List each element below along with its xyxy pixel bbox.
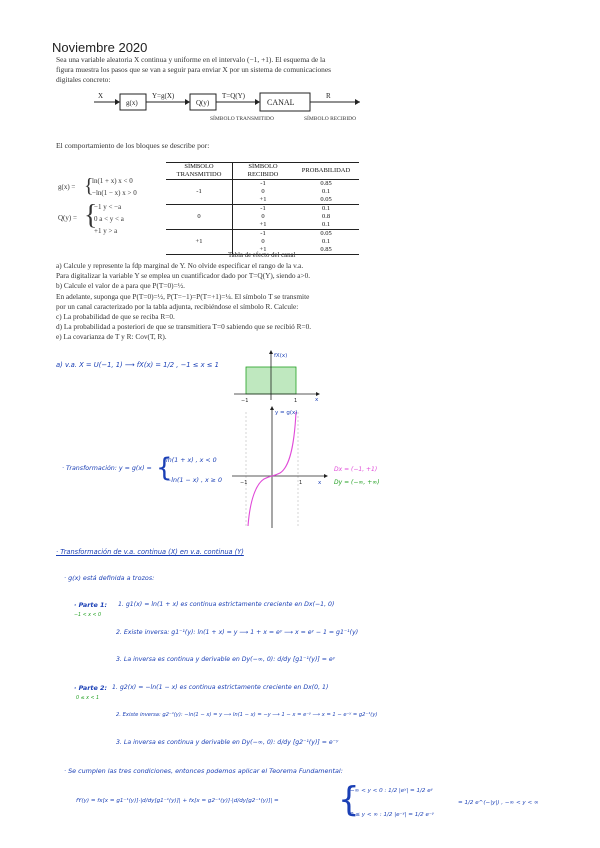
diagram-block-g: g(x) <box>126 99 138 107</box>
g-row2: −ln(1 − x) x > 0 <box>92 189 137 197</box>
table-cell: 0.1 <box>321 221 331 228</box>
part2-range: 0 ≤ x < 1 <box>76 696 100 701</box>
section-title: · Transformación de v.a. continua (X) en v.a. continua (Y) <box>56 548 244 556</box>
part1-line3: 3. La inversa es continua y derivable en Dy(−∞, 0): d/dy [g1⁻¹(y)] = eʸ <box>116 656 336 663</box>
graph2-y-label: y = g(x) <box>275 410 298 416</box>
final-lhs: fY(y) = fx[x = g1⁻¹(y)]·|d/dy[g1⁻¹(y)]| + fx[x = g2⁻¹(y)]·|d/dy[g2⁻¹(y)]| = <box>76 798 279 804</box>
table-cell: +1 <box>233 221 294 230</box>
part1-range: −1 < x < 0 <box>74 613 102 618</box>
g-brace: { <box>84 175 94 197</box>
question-line: En adelante, suponga que P(T=0)=½, P(T=−1)=P(T=+1)=¼. El símbolo T se transmite <box>56 291 310 301</box>
transform-brace: { <box>156 453 173 483</box>
q-row1: −1 y < −a <box>94 203 122 211</box>
table-cell-sent: 0 <box>197 213 201 220</box>
table-cell: -1 <box>233 230 294 239</box>
question-line: b) Calcule el valor de a para que P(T=0)=½. <box>56 281 185 291</box>
g-lhs: g(x) = <box>58 183 76 191</box>
table-row <box>166 205 359 214</box>
graph-uniform-pdf <box>226 348 326 406</box>
final-case1: −∞ < y < 0 : 1/2 |eʸ| = 1/2 eʸ <box>350 788 433 794</box>
question-line: a) Calcule y represente la fdp marginal de Y. No olvide especificar el rango de la v.a. <box>56 261 304 270</box>
part1-title: · Parte 1: <box>74 601 108 609</box>
table-header: PROBABILIDAD <box>301 167 351 174</box>
intro-line: figura muestra los pasos que se van a seguir para enviar X por un sistema de comunicaciones <box>56 65 332 74</box>
question-line: por un canal caracterizado por la tabla adjunta, recibiéndose el símbolo R. Calcule: <box>56 301 299 311</box>
table-cell: -1 <box>233 205 294 214</box>
intro-line: Sea una variable aleatoria X continua y uniforme en el intervalo (−1, +1). El esquema de la <box>56 55 326 64</box>
q-row3: +1 y > a <box>94 227 118 235</box>
question-line: d) La probabilidad a posteriori de que se transmitiera T=0 sabiendo que se recibió R=0. <box>56 322 312 332</box>
table-cell: 0.05 <box>320 230 332 237</box>
table-cell: 0 <box>233 188 294 196</box>
diagram-r-label: R <box>326 92 331 100</box>
domain-y: Dy = (−∞, +∞) <box>334 479 380 486</box>
graph2-tick-left: −1 <box>240 480 248 486</box>
graph1-tick-right: 1 <box>294 398 298 404</box>
part1-line2: 2. Existe inversa: g1⁻¹(y): ln(1 + x) = y ⟶ 1 + x = eʸ ⟶ x = eʸ − 1 = g1⁻¹(y) <box>116 629 359 636</box>
note-a-line: a) v.a. X = U(−1, 1) ⟶ fX(x) = 1/2 , −1 ≤ x ≤ 1 <box>56 361 219 369</box>
table-header: SÍMBOLO RECIBIDO <box>233 163 294 180</box>
table-cell: 0.05 <box>320 196 332 203</box>
q-row2: 0 a < y < a <box>94 215 124 223</box>
diagram-y-label: Y=g(X) <box>152 92 175 100</box>
diagram-block-canal: CANAL <box>267 98 295 107</box>
graph1-tick-left: −1 <box>241 398 249 404</box>
final-result: = 1/2 e^(−|y|) , −∞ < y < ∞ <box>458 800 539 806</box>
graph2-tick-right: 1 <box>299 480 303 486</box>
intro-line: digitales concreto: <box>56 75 111 84</box>
diagram-x-label: X <box>98 92 104 100</box>
table-cell: +1 <box>233 196 294 205</box>
graph1-y-label: fX(x) <box>274 353 288 359</box>
questions <box>56 261 376 343</box>
part2-title: · Parte 2: <box>74 684 108 692</box>
diagram-block-q: Q(y) <box>196 99 210 107</box>
diagram-sub-t: SÍMBOLO TRANSMITIDO <box>210 116 274 122</box>
table-row <box>166 230 359 239</box>
table-cell: 0.1 <box>321 238 331 245</box>
question-line: c) La probabilidad de que se reciba R=0. <box>56 312 175 322</box>
channel-table <box>166 162 359 255</box>
q-brace: { <box>84 200 98 231</box>
table-cell: 0.1 <box>321 188 331 195</box>
theorem-line: · Se cumplen las tres condiciones, entonces podemos aplicar el Teorema Fundamental: <box>64 767 343 775</box>
table-cell: 0 <box>233 213 294 221</box>
page-heading: Noviembre 2020 <box>52 40 148 55</box>
domain-x: Dx = (−1, +1) <box>334 466 378 473</box>
problem-intro <box>56 55 370 85</box>
final-brace: { <box>338 780 360 820</box>
transform-row1: ln(1 + x) , x < 0 <box>166 457 217 464</box>
diagram-sub-r: SÍMBOLO RECIBIDO <box>304 116 357 122</box>
table-cell: +1 <box>233 246 294 255</box>
final-case2: 0 ≤ y < ∞ : 1/2 |e⁻ʸ| = 1/2 e⁻ʸ <box>350 812 434 818</box>
diagram-t-label: T=Q(Y) <box>222 92 245 100</box>
table-cell: -1 <box>233 180 294 189</box>
table-cell-sent: -1 <box>196 188 202 195</box>
part1-line1: 1. g1(x) = ln(1 + x) es continua estrictamente creciente en Dx(−1, 0) <box>118 601 335 608</box>
table-row <box>166 180 359 189</box>
part2-line3: 3. La inversa es continua y derivable en Dy(−∞, 0): d/dy [g2⁻¹(y)] = e⁻ʸ <box>116 739 339 746</box>
table-cell: 0.85 <box>320 180 332 187</box>
part2-line2: 2. Existe inversa: g2⁻¹(y): −ln(1 − x) = y ⟶ ln(1 − x) = −y ⟶ 1 − x = e⁻ʸ ⟶ x = 1 − e⁻ʸ = g2⁻¹(y) <box>116 712 378 718</box>
table-cell: 0 <box>233 238 294 246</box>
table-caption: Tabla de efecto del canal <box>228 252 296 259</box>
transform-row2: −ln(1 − x) , x ≥ 0 <box>166 477 222 484</box>
graph-transformation <box>226 404 332 530</box>
part2-line1: 1. g2(x) = −ln(1 − x) es continua estrictamente creciente en Dx(0, 1) <box>112 684 329 691</box>
table-cell: 0.85 <box>320 246 332 253</box>
q-lhs: Q(y) = <box>58 214 77 222</box>
question-line: e) La covarianza de T y R: Cov(T, R). <box>56 332 167 342</box>
piecewise-line: · g(x) está definida a trozos: <box>64 574 155 582</box>
table-cell: 0.8 <box>321 213 331 220</box>
question-line: Para digitalizar la variable Y se emplea un cuantificador dado por T=Q(Y), siendo a>0. <box>56 271 311 281</box>
graph2-x-label: x <box>318 480 322 486</box>
table-cell-sent: +1 <box>195 238 203 245</box>
table-header: SÍMBOLO TRANSMITIDO <box>176 163 222 178</box>
transform-label: · Transformación: y = g(x) = <box>62 465 152 472</box>
graph1-x-label: x <box>315 397 319 403</box>
system-diagram <box>90 88 370 133</box>
table-cell: 0.1 <box>321 205 331 212</box>
g-row1: ln(1 + x) x < 0 <box>92 177 133 185</box>
behaviour-line: El comportamiento de los bloques se describe por: <box>56 141 210 150</box>
